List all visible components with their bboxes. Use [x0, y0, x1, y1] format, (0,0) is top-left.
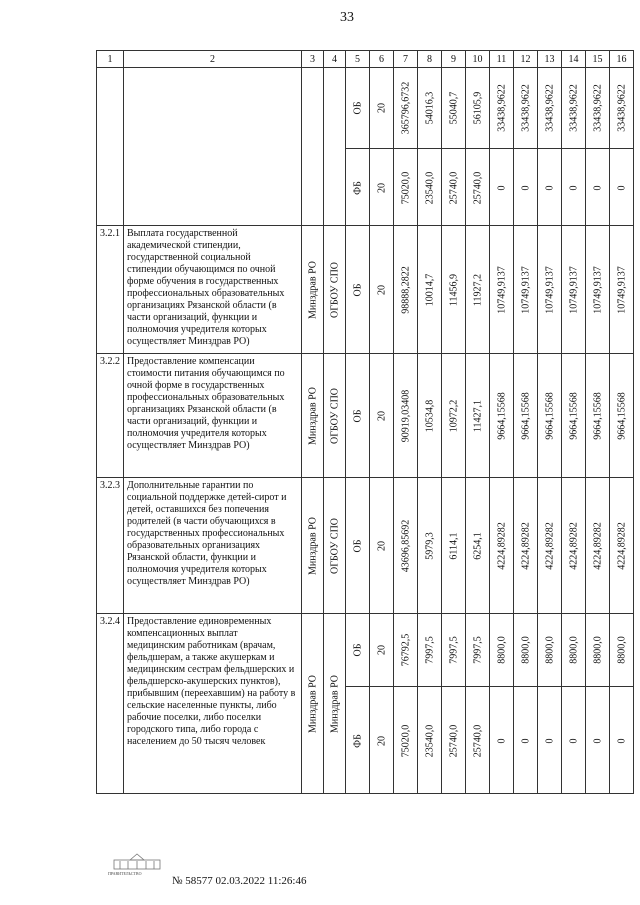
amount-value: 11456,9 — [448, 273, 459, 307]
amount-value: 365796,6732 — [400, 81, 411, 135]
funding-source: ФБ — [352, 734, 363, 748]
amount-cell — [418, 354, 442, 478]
amount-value: 9664,15568 — [592, 392, 603, 440]
amount-value: 23540,0 — [424, 724, 435, 758]
amount-value: 33438,9622 — [496, 84, 507, 132]
recipient-cell — [324, 614, 346, 794]
amount-cell — [562, 478, 586, 614]
amount-value: 8800,0 — [616, 636, 627, 664]
amount-value: 7997,5 — [424, 636, 435, 664]
amount-value: 8800,0 — [520, 636, 531, 664]
amount-value: 10749,9137 — [520, 266, 531, 314]
amount-cell — [586, 614, 610, 794]
amount-cell — [466, 478, 490, 614]
amount-value: 33438,9622 — [592, 84, 603, 132]
amount-value: 23540,0 — [424, 171, 435, 205]
amount-value: 0 — [592, 738, 603, 744]
recipient: ОГБОУ СПО — [329, 517, 340, 575]
amount-value: 8800,0 — [496, 636, 507, 664]
amount-cell — [442, 226, 466, 354]
amount-cell — [586, 68, 610, 226]
stamp-caption: ПРАВИТЕЛЬСТВО — [108, 871, 142, 876]
amount-value: 0 — [592, 185, 603, 191]
executor-cell — [302, 354, 324, 478]
amount-cell — [538, 226, 562, 354]
amount-value: 43696,85692 — [400, 519, 411, 573]
col-number: 6 — [370, 51, 394, 68]
col-number: 4 — [324, 51, 346, 68]
col-number: 15 — [586, 51, 610, 68]
amount-value: 33438,9622 — [520, 84, 531, 132]
recipient-cell — [324, 226, 346, 354]
year-value: 20 — [376, 103, 387, 113]
amount-value: 98888,2822 — [400, 266, 411, 314]
amount-cell — [442, 614, 466, 794]
amount-cell — [442, 478, 466, 614]
amount-cell — [394, 68, 418, 226]
year-value: 20 — [376, 411, 387, 421]
amount-cell — [466, 614, 490, 794]
amount-cell — [562, 68, 586, 226]
amount-value: 9664,15568 — [568, 392, 579, 440]
amount-cell — [562, 226, 586, 354]
col-number: 10 — [466, 51, 490, 68]
amount-value: 4224,89282 — [520, 522, 531, 570]
col-number: 2 — [124, 51, 302, 68]
col-number: 3 — [302, 51, 324, 68]
executor-cell — [302, 614, 324, 794]
funding-source-cell — [346, 614, 370, 794]
emblem-stamp — [108, 852, 166, 878]
amount-value: 4224,89282 — [544, 522, 555, 570]
measure-code: 3.2.4 — [97, 614, 124, 794]
amount-value: 56105,9 — [472, 91, 483, 125]
amount-value: 0 — [568, 185, 579, 191]
measure-description: Выплата государственной академической стипендии, государственной социальной стипендии обучающимся по очной форме обучения в государственных профессиональных образовательных организациях Рязанской области (в части организаций, функции и полномочия учредителя которых осуществляет Минздрав РО) — [124, 226, 302, 354]
column-number-row — [97, 51, 634, 68]
amount-value: 25740,0 — [448, 724, 459, 758]
amount-cell — [586, 478, 610, 614]
col-number: 9 — [442, 51, 466, 68]
amount-value: 4224,89282 — [496, 522, 507, 570]
col-number: 14 — [562, 51, 586, 68]
program-table — [96, 50, 634, 794]
funding-source: ОБ — [352, 283, 363, 297]
amount-value: 90919,03408 — [400, 389, 411, 443]
amount-value: 10534,8 — [424, 399, 435, 433]
amount-value: 4224,89282 — [616, 522, 627, 570]
document-registration-line: № 58577 02.03.2022 11:26:46 — [172, 875, 307, 887]
measure-description — [124, 68, 302, 226]
amount-cell — [418, 614, 442, 794]
executor-cell — [302, 478, 324, 614]
funding-source: ОБ — [352, 539, 363, 553]
amount-value: 10749,9137 — [496, 266, 507, 314]
measure-code: 3.2.1 — [97, 226, 124, 354]
year-cell — [370, 614, 394, 794]
col-number: 1 — [97, 51, 124, 68]
funding-source: ОБ — [352, 643, 363, 657]
amount-cell — [490, 354, 514, 478]
amount-value: 75020,0 — [400, 724, 411, 758]
amount-value: 0 — [544, 738, 555, 744]
amount-value: 9664,15568 — [496, 392, 507, 440]
amount-cell — [394, 226, 418, 354]
amount-cell — [562, 354, 586, 478]
amount-value: 55040,7 — [448, 91, 459, 125]
amount-value: 7997,5 — [448, 636, 459, 664]
amount-value: 0 — [616, 185, 627, 191]
amount-cell — [442, 68, 466, 226]
amount-value: 8800,0 — [544, 636, 555, 664]
amount-cell — [610, 68, 634, 226]
recipient-cell — [324, 68, 346, 226]
measure-row — [97, 614, 634, 794]
amount-value: 9664,15568 — [520, 392, 531, 440]
amount-cell — [610, 478, 634, 614]
year-value: 20 — [376, 645, 387, 655]
measure-description: Предоставление единовременных компенсационных выплат медицинским работникам (врачам, фельдшерам, а также акушеркам и медицинским сестрам фельдшерских и фельдшерско-акушерских пунктов), прибывшим (переехавшим) на работу в сельские населенные пункты, либо рабочие поселки, либо поселки городского типа, либо города с населением до 50 тысяч человек — [124, 614, 302, 794]
amount-value: 6254,1 — [472, 532, 483, 560]
amount-value: 75020,0 — [400, 171, 411, 205]
measure-row — [97, 354, 634, 478]
funding-source: ОБ — [352, 409, 363, 423]
amount-cell — [466, 354, 490, 478]
col-number: 8 — [418, 51, 442, 68]
measure-description: Дополнительные гарантии по социальной поддержке детей-сирот и детей, оставшихся без попечения родителей (в части обучающихся в государственных профессиональных образовательных организациях Рязанской области, функции и полномочия учредителя которых осуществляет Минздрав РО) — [124, 478, 302, 614]
amount-cell — [490, 478, 514, 614]
recipient-cell — [324, 354, 346, 478]
year-value: 20 — [376, 541, 387, 551]
recipient: ОГБОУ СПО — [329, 261, 340, 319]
executor: Минздрав РО — [307, 386, 318, 446]
amount-cell — [586, 354, 610, 478]
year-cell — [370, 226, 394, 354]
amount-cell — [514, 614, 538, 794]
amount-value: 10972,2 — [448, 399, 459, 433]
amount-value: 4224,89282 — [568, 522, 579, 570]
amount-cell — [538, 478, 562, 614]
amount-value: 11927,2 — [472, 273, 483, 307]
amount-value: 8800,0 — [592, 636, 603, 664]
amount-value: 54016,3 — [424, 91, 435, 125]
amount-value: 8800,0 — [568, 636, 579, 664]
amount-value: 0 — [616, 738, 627, 744]
amount-value: 10749,9137 — [592, 266, 603, 314]
amount-value: 33438,9622 — [616, 84, 627, 132]
amount-cell — [490, 226, 514, 354]
year-value: 20 — [376, 183, 387, 193]
recipient: ОГБОУ СПО — [329, 387, 340, 445]
amount-cell — [514, 354, 538, 478]
amount-cell — [610, 226, 634, 354]
executor: Минздрав РО — [307, 260, 318, 320]
amount-cell — [418, 68, 442, 226]
year-cell — [370, 68, 394, 226]
amount-value: 25740,0 — [472, 724, 483, 758]
executor: Минздрав РО — [307, 516, 318, 576]
col-number: 16 — [610, 51, 634, 68]
amount-cell — [394, 354, 418, 478]
amount-value: 25740,0 — [472, 171, 483, 205]
amount-cell — [394, 614, 418, 794]
col-number: 11 — [490, 51, 514, 68]
amount-value: 0 — [520, 185, 531, 191]
amount-cell — [538, 614, 562, 794]
amount-value: 11427,1 — [472, 399, 483, 433]
building-emblem-icon — [108, 852, 166, 870]
measure-code: 3.2.2 — [97, 354, 124, 478]
amount-cell — [514, 68, 538, 226]
amount-cell — [538, 68, 562, 226]
amount-value: 5979,3 — [424, 532, 435, 560]
funding-source-cell — [346, 68, 370, 226]
amount-value: 9664,15568 — [544, 392, 555, 440]
amount-value: 9664,15568 — [616, 392, 627, 440]
amount-value: 10014,7 — [424, 273, 435, 307]
amount-cell — [538, 354, 562, 478]
funding-source-cell — [346, 478, 370, 614]
amount-cell — [514, 226, 538, 354]
amount-cell — [514, 478, 538, 614]
year-value: 20 — [376, 285, 387, 295]
recipient-cell — [324, 478, 346, 614]
measure-code: 3.2.3 — [97, 478, 124, 614]
continuation-row — [97, 68, 634, 226]
amount-cell — [586, 226, 610, 354]
amount-value: 10749,9137 — [616, 266, 627, 314]
funding-source: ФБ — [352, 181, 363, 195]
amount-value: 0 — [520, 738, 531, 744]
amount-cell — [562, 614, 586, 794]
amount-value: 76792,5 — [400, 633, 411, 667]
col-number: 12 — [514, 51, 538, 68]
amount-cell — [466, 226, 490, 354]
amount-value: 4224,89282 — [592, 522, 603, 570]
amount-value: 33438,9622 — [544, 84, 555, 132]
amount-cell — [490, 614, 514, 794]
amount-cell — [418, 226, 442, 354]
amount-value: 0 — [544, 185, 555, 191]
col-number: 7 — [394, 51, 418, 68]
amount-value: 0 — [496, 185, 507, 191]
amount-cell — [394, 478, 418, 614]
measure-row — [97, 478, 634, 614]
amount-cell — [442, 354, 466, 478]
amount-value: 10749,9137 — [544, 266, 555, 314]
executor-cell — [302, 226, 324, 354]
amount-cell — [418, 478, 442, 614]
year-cell — [370, 354, 394, 478]
funding-source-cell — [346, 226, 370, 354]
col-number: 13 — [538, 51, 562, 68]
amount-value: 10749,9137 — [568, 266, 579, 314]
funding-source: ОБ — [352, 101, 363, 115]
measure-description: Предоставление компенсации стоимости питания обучающимся по очной форме в государственных профессиональных образовательных организациях Рязанской области (в части организаций, функции и полномочия учредителя которых осуществляет Минздрав РО) — [124, 354, 302, 478]
col-number: 5 — [346, 51, 370, 68]
funding-source-cell — [346, 354, 370, 478]
amount-value: 7997,5 — [472, 636, 483, 664]
amount-value: 33438,9622 — [568, 84, 579, 132]
page-number: 33 — [340, 10, 354, 25]
recipient: Минздрав РО — [329, 674, 340, 734]
year-cell — [370, 478, 394, 614]
measure-code — [97, 68, 124, 226]
year-value: 20 — [376, 736, 387, 746]
amount-value: 25740,0 — [448, 171, 459, 205]
executor: Минздрав РО — [307, 674, 318, 734]
executor-cell — [302, 68, 324, 226]
amount-cell — [466, 68, 490, 226]
measure-row — [97, 226, 634, 354]
amount-value: 0 — [568, 738, 579, 744]
amount-cell — [610, 354, 634, 478]
amount-value: 0 — [496, 738, 507, 744]
amount-cell — [490, 68, 514, 226]
amount-value: 6114,1 — [448, 532, 459, 560]
amount-cell — [610, 614, 634, 794]
